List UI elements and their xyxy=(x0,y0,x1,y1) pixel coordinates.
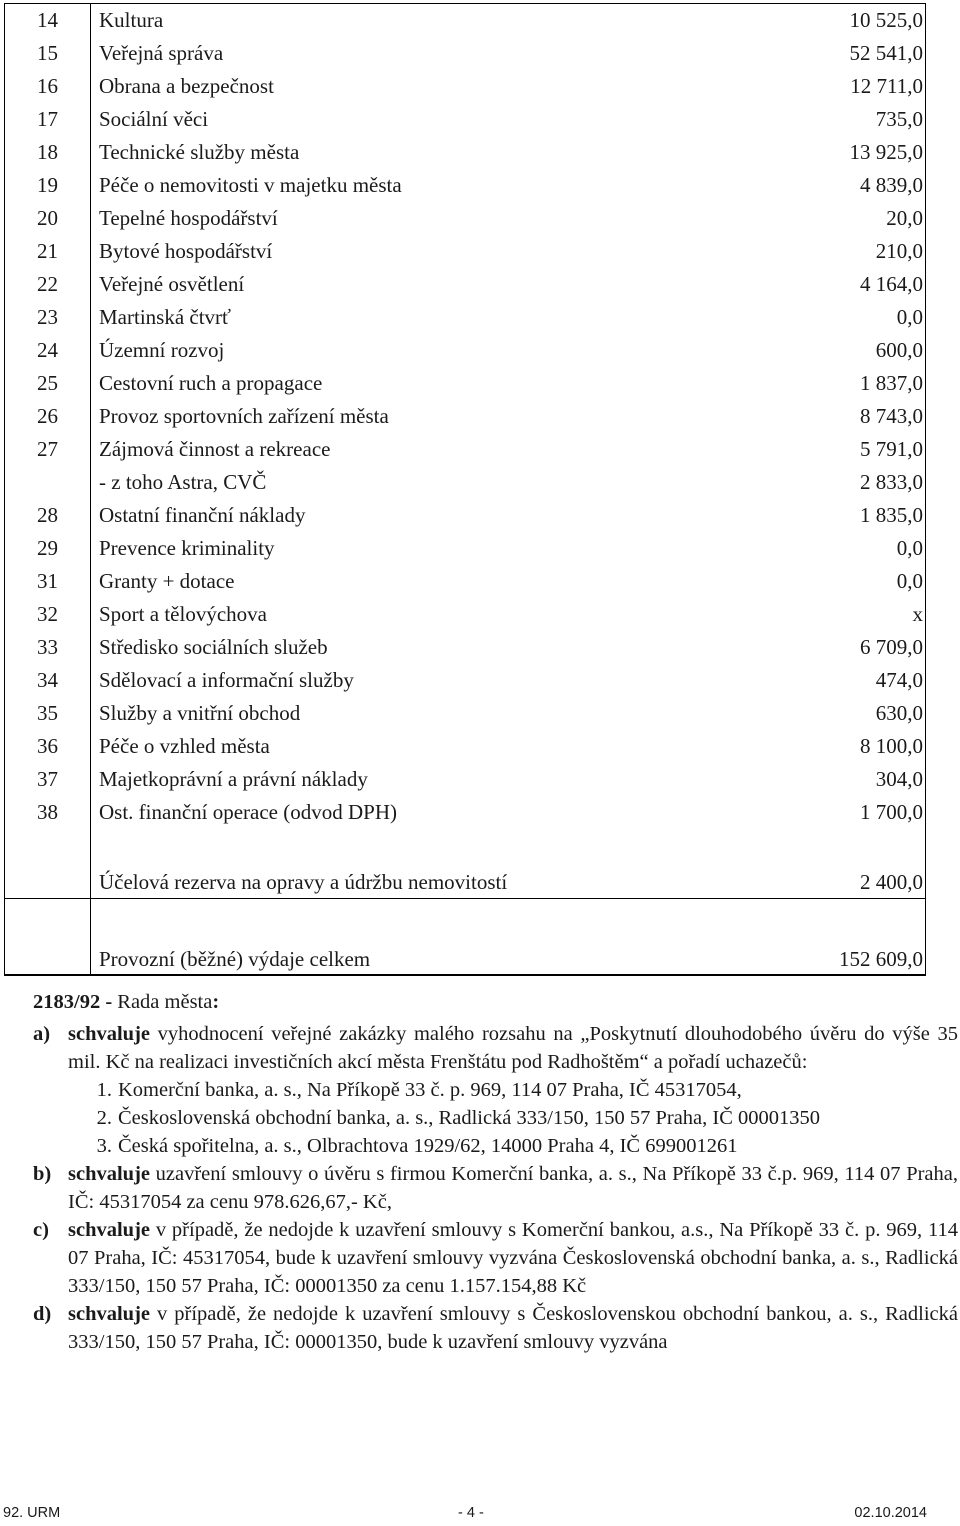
item-letter: c) xyxy=(33,1219,49,1241)
row-value: 52 541,0 xyxy=(736,37,926,70)
item-text xyxy=(68,1020,958,1160)
bidder-number: 3. xyxy=(96,1135,112,1157)
bidder-list xyxy=(68,1076,958,1160)
table-row xyxy=(5,631,926,664)
resolution-item-c xyxy=(33,1216,958,1300)
row-value: 1 835,0 xyxy=(736,499,926,532)
table-row xyxy=(5,565,926,598)
footer-meeting: 92. URM xyxy=(3,1505,61,1521)
row-value: 0,0 xyxy=(736,301,926,334)
row-name: Tepelné hospodářství xyxy=(99,205,278,230)
row-number: 35 xyxy=(5,697,91,730)
row-number: 20 xyxy=(5,202,91,235)
row-number xyxy=(5,829,91,899)
table-row xyxy=(5,169,926,202)
row-name: Sport a tělovýchova xyxy=(99,601,267,626)
item-verb: schvaluje xyxy=(68,1303,150,1325)
row-number: 16 xyxy=(5,70,91,103)
table-row xyxy=(5,697,926,730)
row-value: 10 525,0 xyxy=(736,4,926,37)
row-name: Kultura xyxy=(91,4,736,37)
row-value: 474,0 xyxy=(736,664,926,697)
table-row xyxy=(5,796,926,829)
row-number: 29 xyxy=(5,532,91,565)
row-name: Účelová rezerva na opravy a údržbu nemovitostí xyxy=(99,870,508,894)
item-verb: schvaluje xyxy=(68,1219,150,1241)
table-row xyxy=(5,730,926,763)
table-row xyxy=(5,136,926,169)
table-row xyxy=(5,532,926,565)
table-row xyxy=(5,37,926,70)
resolution-item-b xyxy=(33,1160,958,1216)
item-verb: schvaluje xyxy=(68,1163,150,1185)
row-value: 0,0 xyxy=(736,532,926,565)
bidder-number: 2. xyxy=(96,1107,112,1129)
row-name: Martinská čtvrť xyxy=(99,304,232,329)
list-item xyxy=(68,1104,958,1132)
resolution-number: 2183/92 - xyxy=(33,991,113,1013)
row-number: 23 xyxy=(5,301,91,334)
row-name: Prevence kriminality xyxy=(99,535,275,560)
item-verb: schvaluje xyxy=(68,1023,150,1045)
row-name: Služby a vnitřní obchod xyxy=(99,700,301,725)
table-row xyxy=(5,268,926,301)
table-row xyxy=(5,70,926,103)
row-number: 28 xyxy=(5,499,91,532)
row-name: - z toho Astra, CVČ xyxy=(99,469,267,494)
row-value: 0,0 xyxy=(736,565,926,598)
row-value: 4 839,0 xyxy=(736,169,926,202)
table-row xyxy=(5,235,926,268)
table-row xyxy=(5,598,926,631)
item-text xyxy=(68,1216,958,1300)
resolution-heading xyxy=(33,988,958,1016)
row-name: Ostatní finanční náklady xyxy=(99,502,306,527)
table-row xyxy=(5,202,926,235)
row-value: 4 164,0 xyxy=(736,268,926,301)
row-number: 18 xyxy=(5,136,91,169)
row-value: 8 743,0 xyxy=(736,400,926,433)
row-value: 600,0 xyxy=(736,334,926,367)
row-number: 38 xyxy=(5,796,91,829)
row-number: 27 xyxy=(5,433,91,466)
resolution-item-a xyxy=(33,1020,958,1160)
row-name: Zájmová činnost a rekreace xyxy=(99,436,331,461)
resolution-item-d xyxy=(33,1300,958,1356)
total-row xyxy=(5,899,926,975)
table-row xyxy=(5,103,926,136)
item-body: uzavření smlouvy o úvěru s firmou Komerční banka, a. s., Na Příkopě 33 č.p. 969, 114 07 Praha, IČ: 45317054 za cenu 978.626,67,- Kč, xyxy=(68,1163,958,1213)
resolution xyxy=(33,988,958,1356)
row-number: 14 xyxy=(5,4,91,37)
row-name: Veřejná správa xyxy=(99,40,224,65)
table-row xyxy=(5,664,926,697)
item-letter: d) xyxy=(33,1303,52,1325)
table-row xyxy=(5,4,926,37)
bidder-text: Komerční banka, a. s., Na Příkopě 33 č. p. 969, 114 07 Praha, IČ 45317054, xyxy=(118,1079,742,1101)
row-number: 32 xyxy=(5,598,91,631)
row-number: 34 xyxy=(5,664,91,697)
page-footer xyxy=(3,1505,927,1525)
row-number xyxy=(5,899,91,975)
row-value: 304,0 xyxy=(736,763,926,796)
bidder-text: Československá obchodní banka, a. s., Radlická 333/150, 150 57 Praha, IČ 00001350 xyxy=(118,1107,821,1129)
resolution-body: Rada města xyxy=(117,991,213,1013)
row-number: 36 xyxy=(5,730,91,763)
row-name: Provozní (běžné) výdaje celkem xyxy=(91,899,736,975)
row-name: Majetkoprávní a právní náklady xyxy=(99,766,368,791)
row-name: Obrana a bezpečnost xyxy=(99,73,274,98)
row-name: Bytové hospodářství xyxy=(99,238,273,263)
row-name: Cestovní ruch a propagace xyxy=(99,370,323,395)
table-row xyxy=(5,334,926,367)
item-body: v případě, že nedojde k uzavření smlouvy s Československou obchodní bankou, a. s., Radlická 333/150, 150 57 Praha, IČ: 00001350, bude k uzavření smlouvy vyzvána xyxy=(68,1303,958,1353)
row-value: 630,0 xyxy=(736,697,926,730)
table-row xyxy=(5,433,926,466)
row-value: 735,0 xyxy=(736,103,926,136)
row-name: Granty + dotace xyxy=(99,568,235,593)
row-name: Ost. finanční operace (odvod DPH) xyxy=(99,799,397,824)
row-value: 2 833,0 xyxy=(736,466,926,499)
list-item xyxy=(68,1076,958,1104)
row-name: Středisko sociálních služeb xyxy=(99,634,328,659)
row-value: 2 400,0 xyxy=(736,829,926,899)
row-name: Péče o vzhled města xyxy=(99,733,270,758)
item-body: vyhodnocení veřejné zakázky malého rozsahu na „Poskytnutí dlouhodobého úvěru do výše 35 mil. Kč na realizaci investičních akcí města Frenštátu pod Radhoštěm“ a pořadí uchazečů: xyxy=(68,1023,958,1073)
row-value: 1 837,0 xyxy=(736,367,926,400)
row-value: 12 711,0 xyxy=(736,70,926,103)
item-body: v případě, že nedojde k uzavření smlouvy s Komerční bankou, a.s., Na Příkopě 33 č. p. 969, 114 07 Praha, IČ: 45317054, bude k uzavření smlouvy vyzvána Československá obchodní banka, a. s., Radlická 333/150, 150 57 Praha, IČ: 00001350 za cenu 1.157.154,88 Kč xyxy=(68,1219,958,1297)
row-number: 24 xyxy=(5,334,91,367)
row-value: 13 925,0 xyxy=(736,136,926,169)
item-letter: b) xyxy=(33,1163,52,1185)
row-value: 6 709,0 xyxy=(736,631,926,664)
item-letter: a) xyxy=(33,1023,51,1045)
table-row xyxy=(5,499,926,532)
row-value: x xyxy=(736,598,926,631)
table-row xyxy=(5,763,926,796)
bidder-number: 1. xyxy=(96,1079,112,1101)
row-number: 19 xyxy=(5,169,91,202)
row-value: 152 609,0 xyxy=(736,899,926,975)
reserve-row xyxy=(5,829,926,899)
table-row xyxy=(5,400,926,433)
resolution-colon: : xyxy=(212,991,220,1013)
table-row xyxy=(5,367,926,400)
list-item xyxy=(68,1132,958,1160)
row-number: 17 xyxy=(5,103,91,136)
footer-date: 02.10.2014 xyxy=(854,1505,927,1521)
budget-table xyxy=(4,3,926,976)
row-name: Veřejné osvětlení xyxy=(99,271,245,296)
bidder-text: Česká spořitelna, a. s., Olbrachtova 1929/62, 14000 Praha 4, IČ 699001261 xyxy=(118,1135,738,1157)
row-value: 1 700,0 xyxy=(736,796,926,829)
row-number: 22 xyxy=(5,268,91,301)
row-name: Územní rozvoj xyxy=(99,337,225,362)
table-row xyxy=(5,301,926,334)
row-name: Technické služby města xyxy=(99,139,300,164)
row-number: 25 xyxy=(5,367,91,400)
row-value: 20,0 xyxy=(736,202,926,235)
row-number: 21 xyxy=(5,235,91,268)
item-text xyxy=(68,1160,958,1216)
row-number: 26 xyxy=(5,400,91,433)
footer-page-number: - 4 - xyxy=(458,1505,484,1521)
row-number: 37 xyxy=(5,763,91,796)
row-name: Sociální věci xyxy=(99,106,209,131)
row-number: 31 xyxy=(5,565,91,598)
row-value: 8 100,0 xyxy=(736,730,926,763)
row-name: Péče o nemovitosti v majetku města xyxy=(99,172,402,197)
row-name: Sdělovací a informační služby xyxy=(99,667,354,692)
item-text xyxy=(68,1300,958,1356)
row-name: Provoz sportovních zařízení města xyxy=(99,403,389,428)
table-row xyxy=(5,466,926,499)
row-value: 210,0 xyxy=(736,235,926,268)
row-value: 5 791,0 xyxy=(736,433,926,466)
budget-table-body xyxy=(5,4,926,975)
row-number xyxy=(5,466,91,499)
row-number: 15 xyxy=(5,37,91,70)
row-number: 33 xyxy=(5,631,91,664)
